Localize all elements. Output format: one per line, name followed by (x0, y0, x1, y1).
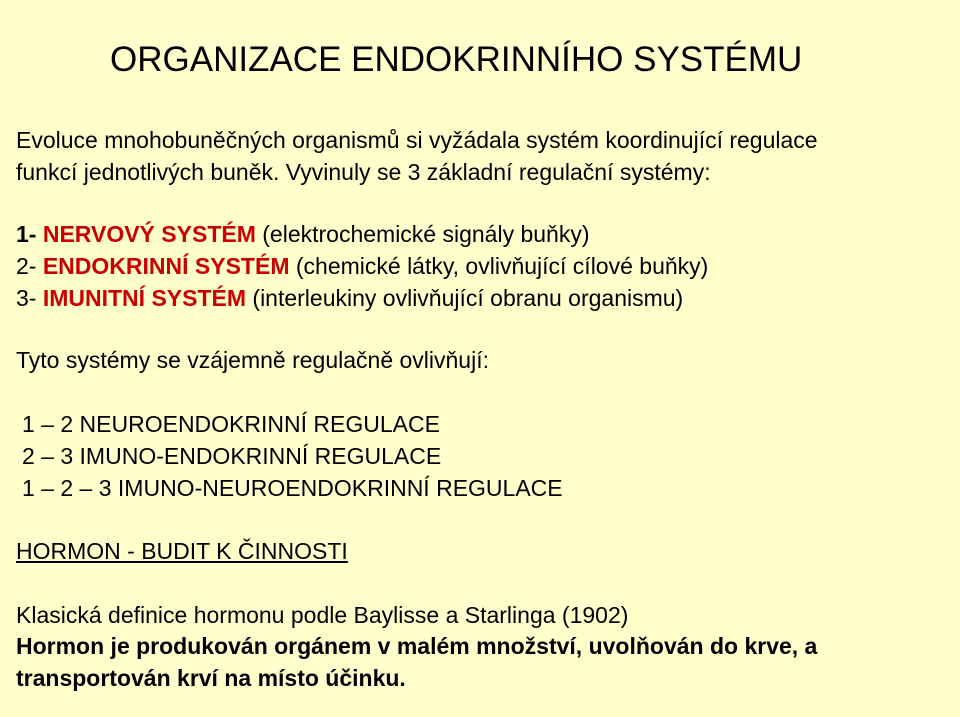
system-description: (interleukiny ovlivňující obranu organismu) (246, 285, 684, 311)
system-item-endocrine (16, 251, 708, 281)
system-item-nervous (16, 219, 590, 249)
system-description: (elektrochemické signály buňky) (255, 221, 590, 247)
definition-line-2: transportován krví na místo účinku. (16, 665, 406, 691)
definition-intro: Klasická definice hormonu podle Baylisse a Starlinga (1902) (16, 602, 629, 628)
system-item-immune (16, 283, 683, 313)
regulation-item-immunoneuroendocrine: 1 – 2 – 3 IMUNO-NEUROENDOKRINNÍ REGULACE (22, 475, 563, 501)
system-name: IMUNITNÍ SYSTÉM (42, 285, 247, 311)
system-number: 2- (16, 253, 43, 279)
hormone-heading: HORMON - BUDIT K ČINNOSTI (16, 538, 348, 564)
regulation-item-immunoendocrine: 2 – 3 IMUNO-ENDOKRINNÍ REGULACE (22, 443, 442, 469)
intro-line-1: Evoluce mnohobuněčných organismů si vyžádala systém koordinující regulace (16, 127, 818, 153)
system-description: (chemické látky, ovlivňující cílové buňky) (289, 253, 709, 279)
regulation-item-neuroendocrine: 1 – 2 NEUROENDOKRINNÍ REGULACE (22, 411, 440, 437)
interaction-heading: Tyto systémy se vzájemně regulačně ovlivňují: (16, 347, 489, 373)
definition-line-1: Hormon je produkován orgánem v malém množství, uvolňován do krve, a (16, 633, 818, 659)
slide-title: ORGANIZACE ENDOKRINNÍHO SYSTÉMU (110, 40, 803, 79)
system-number: 3- (16, 285, 43, 311)
system-name: ENDOKRINNÍ SYSTÉM (42, 253, 290, 279)
intro-line-2: funkcí jednotlivých buněk. Vyvinuly se 3 základní regulační systémy: (16, 159, 711, 185)
system-name: NERVOVÝ SYSTÉM (42, 221, 256, 247)
system-number: 1- (16, 221, 43, 247)
